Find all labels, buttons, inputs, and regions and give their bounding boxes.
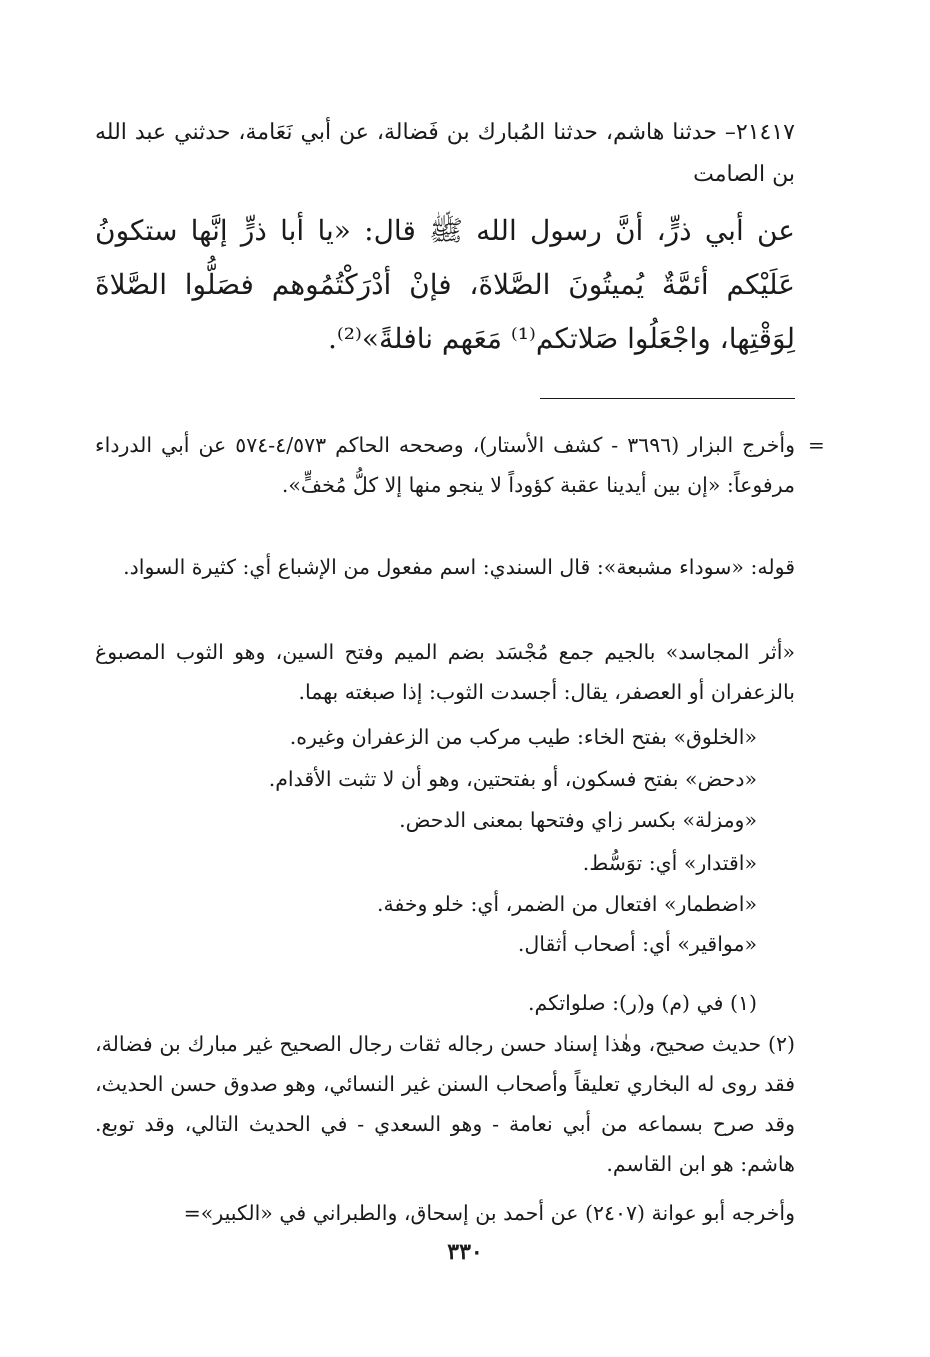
glossary-line: «اضطمار» افتعال من الضمر، أي: خلو وخفة.: [376, 892, 757, 916]
glossary-line: «مواقير» أي: أصحاب أثقال.: [517, 932, 757, 956]
glossary-line: «الخلوق» بفتح الخاء: طيب مركب من الزعفران وغيره.: [289, 725, 757, 749]
footnote-1: (١) في (م) و(ر): صلواتكم.: [527, 991, 757, 1015]
footnote-continuation-mark: =: [808, 433, 825, 457]
hadith-matn: عن أبي ذرٍّ، أنَّ رسول الله ﷺ قال: «يا أبا ذرٍّ إنَّها ستكونُ عَلَيْكم أئمَّةٌ يُميتُونَ الصَّلاةَ، فإنْ أدْرَكْتُمُوهم فصَلُّوا الصَّلاةَ لِوَقْتِها، واجْعَلُوا صَلاتكم⁽¹⁾ مَعَهم نافلةً»⁽²⁾.: [95, 214, 795, 355]
footnote-2-continuation: وأخرجه أبو عوانة (٢٤٠٧) عن أحمد بن إسحاق، والطبراني في «الكبير»=: [183, 1201, 795, 1225]
footnote-paragraph: «أثر المجاسد» بالجيم جمع مُجْسَد بضم الميم وفتح السين، وهو الثوب المصبوغ بالزعفران أو العصفر، يقال: أجسدت الثوب: إذا صبغته بهما.: [95, 640, 795, 704]
footnote-paragraph: وأخرج البزار (٣٦٩٦ - كشف الأستار)، وصححه الحاكم ٤/٥٧٣-٥٧٤ عن أبي الدرداء مرفوعاً: «إن بين أيدينا عقبة كؤوداً لا ينجو منها إلا كلُّ مُخفٍّ».: [95, 433, 795, 497]
footnote-separator: [540, 398, 795, 399]
page-number: ٣٣٠: [447, 1239, 483, 1265]
glossary-line: «اقتدار» أي: توَسُّط.: [582, 851, 757, 875]
glossary-line: «ومزلة» بكسر زاي وفتحها بمعنى الدحض.: [399, 808, 757, 832]
footnote-paragraph: قوله: «سوداء مشبعة»: قال السندي: اسم مفعول من الإشباع أي: كثيرة السواد.: [123, 555, 795, 579]
glossary-line: «دحض» بفتح فسكون، أو بفتحتين، وهو أن لا تثبت الأقدام.: [268, 767, 757, 791]
footnote-2: (٢) حديث صحيح، وهٰذا إسناد حسن رجاله ثقات رجال الصحيح غير مبارك بن فضالة، فقد روى له البخاري تعليقاً وأصحاب السنن غير النسائي، وهو صدوق حسن الحديث، وقد صرح بسماعه من أبي نعامة - وهو السعدي - في الحديث التالي، وقد توبع. هاشم: هو ابن القاسم.: [95, 1032, 795, 1176]
hadith-isnad: ٢١٤١٧– حدثنا هاشم، حدثنا المُبارك بن فَضالة، عن أبي نَعَامة، حدثني عبد الله بن الصامت: [95, 120, 795, 187]
